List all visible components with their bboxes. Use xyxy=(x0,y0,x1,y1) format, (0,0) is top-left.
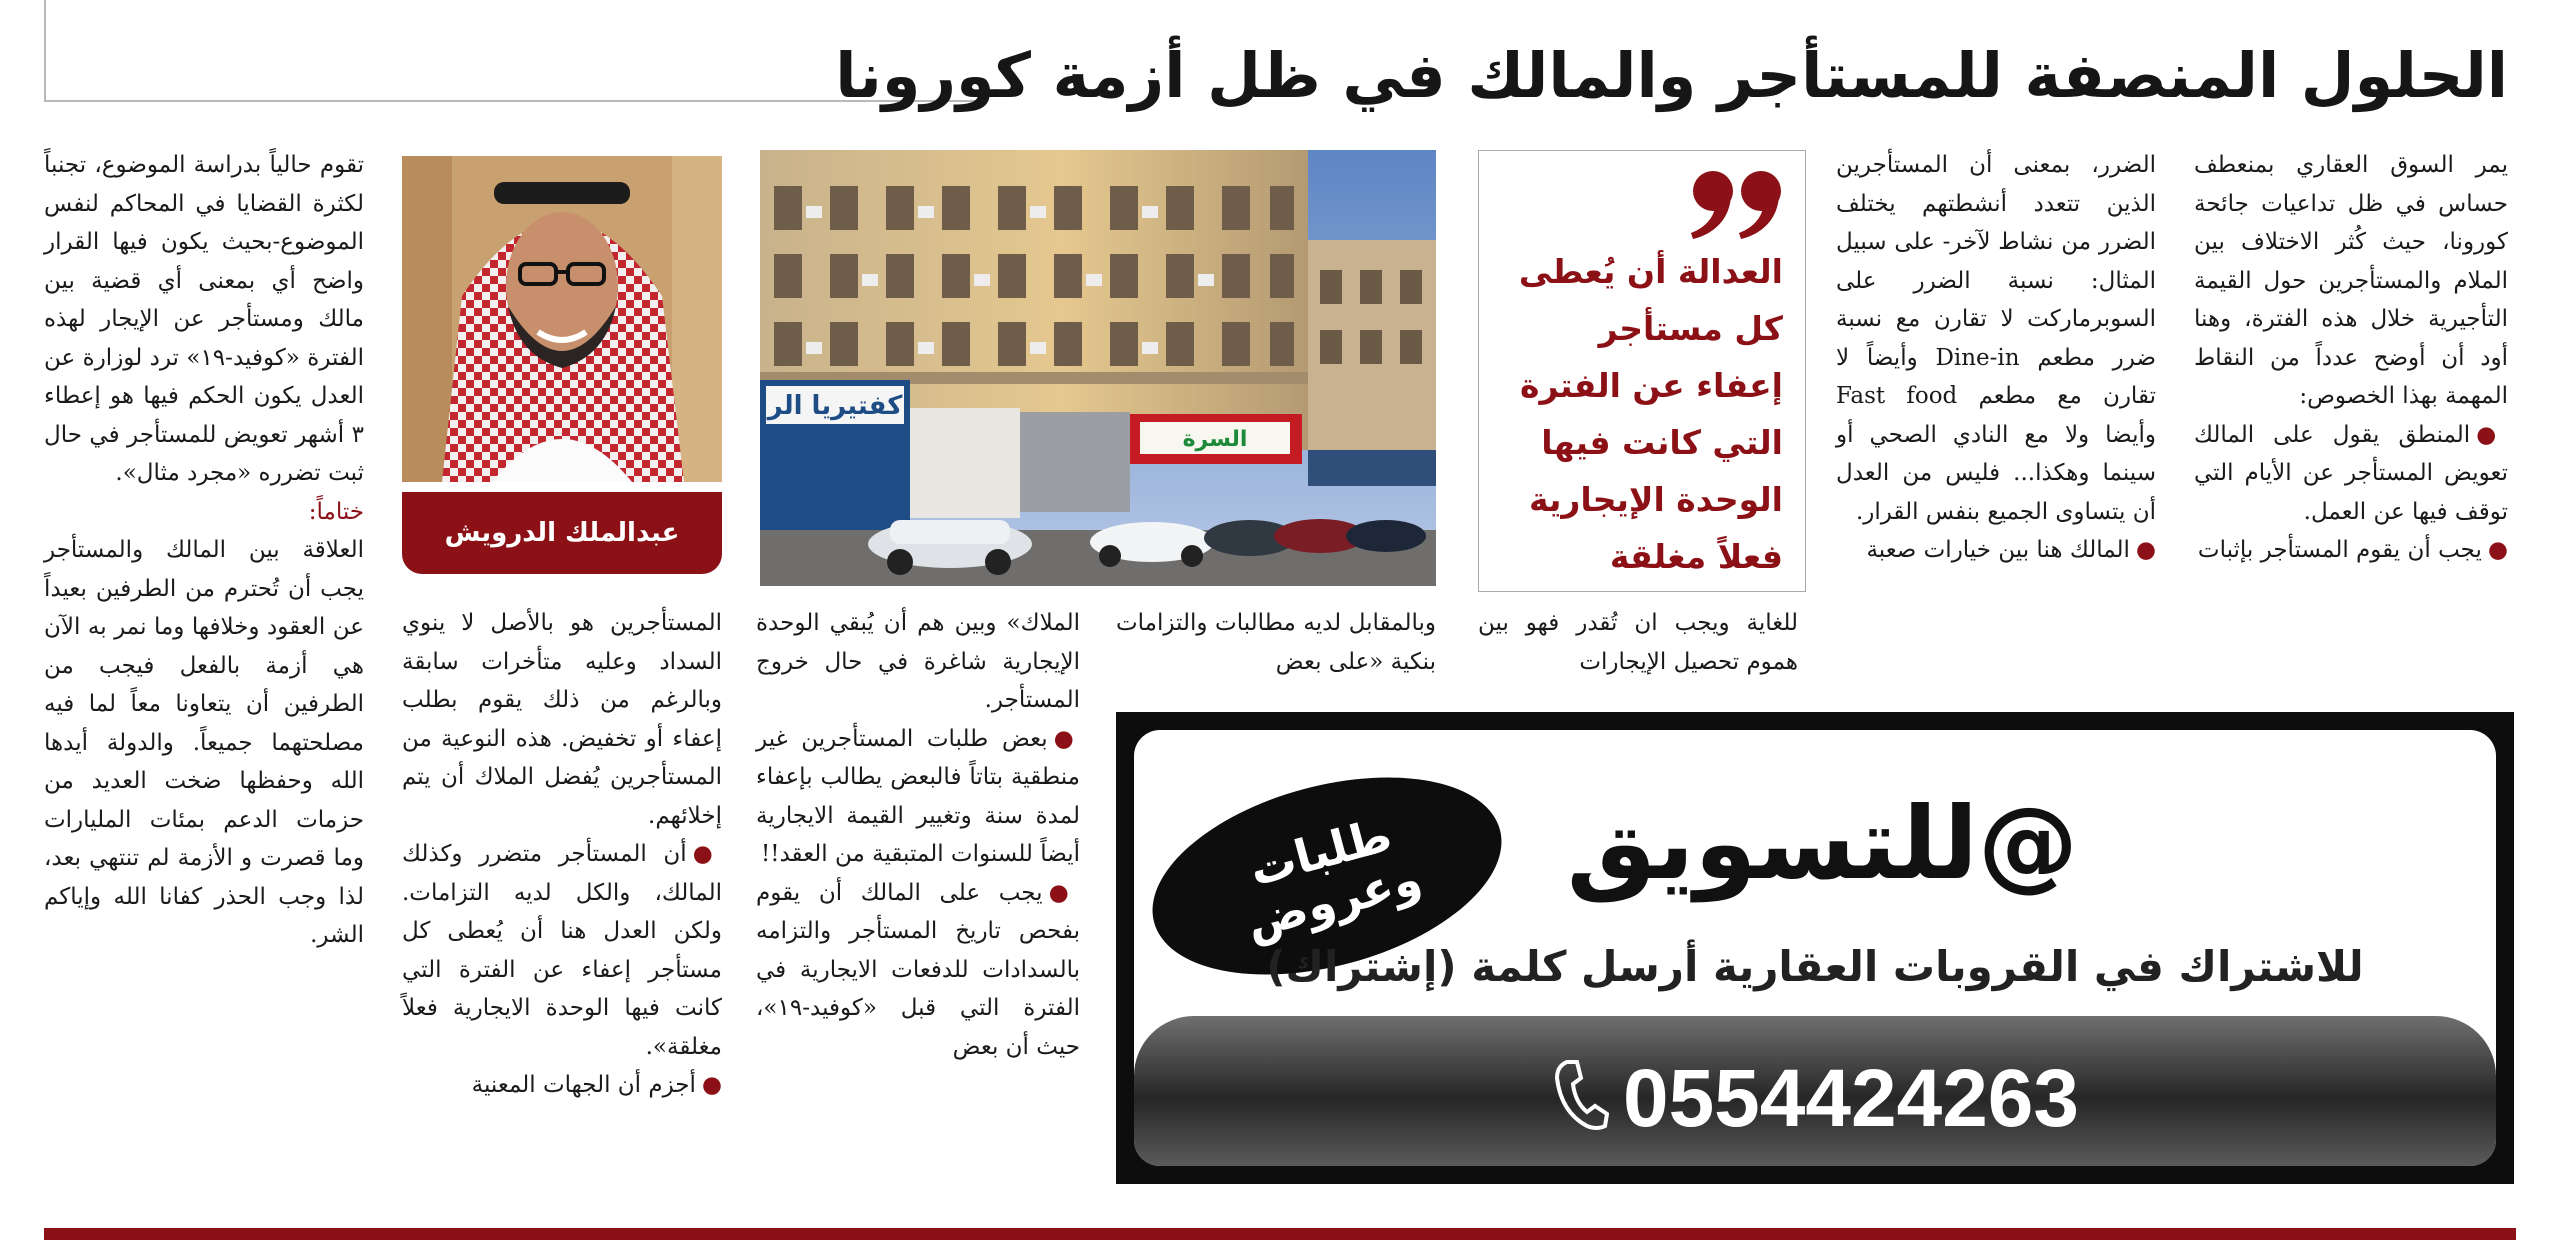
paragraph-text: المالك هنا بين خيارات صعبة xyxy=(1866,537,2130,563)
article-headline: الحلول المنصفة للمستأجر والمالك في ظل أزمة كورونا xyxy=(835,39,2508,112)
article-column-4 xyxy=(1116,604,1436,681)
paragraph-text: العلاقة بين المالك والمستأجر يجب أن تُحترم من الطرفين بعيداً عن العقود وخلافها وما نمر به الآن هي أزمة بالفعل فيجب من الطرفين أن يتعاونا معاً لما فيه مصلحتهما جميعاً. والدولة أيدها الله وحفظها ضخت العديد من حزمات الدعم بمئات المليارات وما قصرت و الأزمة لم تنتهي بعد، لذا وجب الحذر كفانا الله وإياكم الشر. xyxy=(44,537,364,948)
paragraph xyxy=(402,604,722,835)
paragraph xyxy=(756,874,1080,1067)
bullet-icon: ● xyxy=(2476,420,2508,448)
article-column-1 xyxy=(2194,146,2508,570)
bullet-icon: ● xyxy=(692,840,722,867)
ad-title: @للتسويق xyxy=(1566,785,2078,902)
ad-phone xyxy=(1134,1052,2496,1146)
article-column-7 xyxy=(44,146,364,955)
paragraph xyxy=(756,720,1080,874)
paragraph xyxy=(2194,146,2508,416)
paragraph-text: المنطق يقول على المالك تعويض المستأجر عن الأيام التي توقف فيها عن العمل. xyxy=(2194,421,2508,525)
bullet-icon: ● xyxy=(701,1071,722,1098)
paragraph-text: يمر السوق العقاري بمنعطف حساس في ظل تداعيات جائحة كورونا، حيث كُثر الاختلاف بين الملام والمستأجرين حول القيمة التأجيرية خلال هذه الفترة، وهنا أود أن أوضح عدداً من النقاط المهمة بهذا الخصوص: xyxy=(2194,152,2508,409)
paragraph xyxy=(402,835,722,1066)
bullet-icon: ● xyxy=(1048,878,1080,906)
pull-quote-text: العدالة أن يُعطى كل مستأجر إعفاء عن الفترة التي كانت فيها الوحدة الإيجارية فعلاً مغلقة xyxy=(1518,252,1783,576)
paragraph-text: الملاك» وبين هم أن يُبقي الوحدة الإيجارية شاغرة في حال خروج المستأجر. xyxy=(756,610,1080,713)
paragraph-text: الضرر، بمعنى أن المستأجرين الذين تتعدد أنشطتهم يختلف الضرر من نشاط لآخر- على سبيل المثال: نسبة الضرر على السوبرماركت لا تقارن مع نسبة ضرر مطعم Dine-in وأيضاً لا تقارن مع مطعم Fast food وأيضا ولا مع النادي الصحي أو سينما وهكذا... فليس من العدل أن يتساوى الجميع بنفس القرار. xyxy=(1836,152,2156,525)
paragraph xyxy=(1478,604,1798,681)
paragraph xyxy=(44,146,364,493)
ad-phone-number: 0554424263 xyxy=(1622,1053,2080,1144)
paragraph xyxy=(44,531,364,955)
shop-sign-cafeteria: كفتيريا الر xyxy=(767,391,903,421)
pull-quote-box xyxy=(1478,150,1806,592)
paragraph-text: أجزم أن الجهات المعنية xyxy=(471,1072,696,1098)
bullet-icon: ● xyxy=(1053,724,1080,752)
ad-panel xyxy=(1134,730,2496,1166)
header-frame-left xyxy=(44,0,46,102)
bullet-icon: ● xyxy=(2487,536,2508,563)
paragraph-text: يجب أن يقوم المستأجر بإثبات xyxy=(2197,537,2482,563)
advertisement xyxy=(1116,712,2514,1184)
paragraph xyxy=(1116,604,1436,681)
paragraph-text: أن المستأجر متضرر وكذلك المالك، والكل لديه التزامات. ولكن العدل هنا أن يُعطى كل مستأجر إعفاء عن الفترة التي كانت فيها الوحدة الايجارية فعلاً مغلقة». xyxy=(402,841,722,1060)
quote-mark-icon xyxy=(1683,165,1783,241)
paragraph-text: يجب على المالك أن يقوم بفحص تاريخ المستأجر والتزامه بالسدادات للدفعات الايجارية في الفترة التي قبل «كوفيد-١٩»، حيث أن بعض xyxy=(756,879,1080,1060)
author-name-badge: عبدالملك الدرويش xyxy=(402,492,722,574)
paragraph-text: وبالمقابل لديه مطالبات والتزامات بنكية «على بعض xyxy=(1116,610,1436,675)
paragraph-text: للغاية ويجب ان تُقدر فهو بين هموم تحصيل الإيجارات xyxy=(1478,610,1798,675)
footer-rule xyxy=(44,1228,2516,1240)
paragraph xyxy=(2194,531,2508,570)
author-photo xyxy=(402,156,722,482)
article-column-3 xyxy=(1478,604,1798,681)
paragraph xyxy=(2194,416,2508,532)
paragraph xyxy=(1836,531,2156,570)
building-photo xyxy=(760,150,1436,586)
paragraph-text: المستأجرين هو بالأصل لا ينوي السداد وعليه متأخرات سابقة وبالرغم من ذلك يقوم بطلب إعفاء أو تخفيض. هذه النوعية من المستأجرين يُفضل الملاك أن يتم إخلائهم. xyxy=(402,610,722,829)
shop-sign-green: السرة xyxy=(1182,427,1248,452)
article-column-5 xyxy=(756,604,1080,1066)
phone-icon xyxy=(1551,1058,1609,1132)
paragraph xyxy=(1836,146,2156,531)
ad-subtitle: للاشتراك في القروبات العقارية أرسل كلمة (إشتراك) xyxy=(1266,942,2364,991)
closing-heading: ختاماً: xyxy=(308,498,364,525)
paragraph xyxy=(402,1066,722,1105)
paragraph-text: بعض طلبات المستأجرين غير منطقية بتاتاً فالبعض يطالب بإعفاء لمدة سنة وتغيير القيمة الايجارية أيضاً للسنوات المتبقية من العقد!! xyxy=(756,725,1080,867)
article-column-6 xyxy=(402,604,722,1105)
paragraph-text: تقوم حالياً بدراسة الموضوع، تجنباً لكثرة القضايا في المحاكم لنفس الموضوع-بحيث يكون فيها القرار واضح أي بمعنى أي قضية بين مالك ومستأجر عن الإيجار لهذه الفترة «كوفيد-١٩» ترد لوزارة عن العدل يكون الحكم فيها هو إعطاء ٣ أشهر تعويض للمستأجر في حال ثبت تضرره «مجرد مثال». xyxy=(44,152,364,486)
ad-badge-text: طلبات وعروض xyxy=(1239,807,1427,950)
article-column-2 xyxy=(1836,146,2156,570)
bullet-icon: ● xyxy=(2135,536,2156,563)
paragraph xyxy=(756,604,1080,720)
